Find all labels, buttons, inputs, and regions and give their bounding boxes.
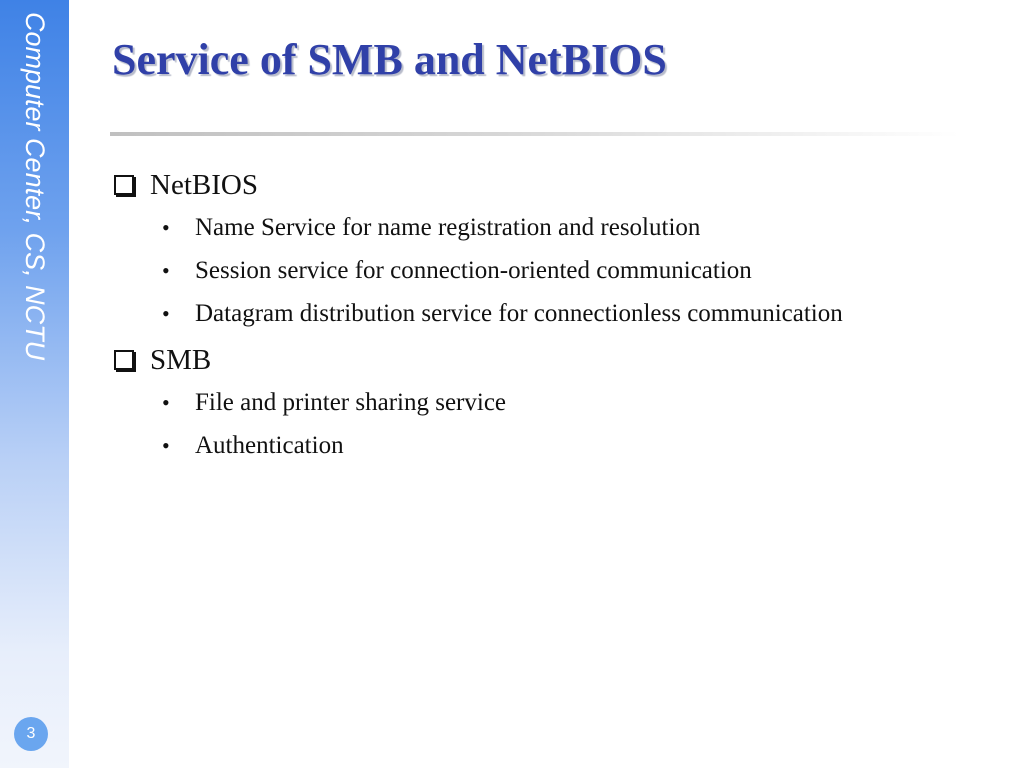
section-netbios: [112, 164, 992, 335]
list-item-text: File and printer sharing service: [195, 388, 507, 416]
slide-title: Service of SMB and NetBIOS: [112, 35, 667, 84]
list-item-text: Authentication: [195, 431, 344, 459]
bullet-list: [112, 206, 992, 335]
bullet-dot-icon: •: [162, 389, 170, 415]
bullet-dot-icon: •: [162, 432, 170, 458]
bullet-dot-icon: •: [162, 214, 170, 240]
section-smb: [112, 339, 992, 467]
bullet-dot-icon: •: [162, 257, 170, 283]
bullet-list: [112, 381, 992, 467]
list-item: [162, 381, 992, 424]
page-number-badge: 3: [14, 717, 48, 751]
list-item: [162, 206, 992, 249]
section-heading-row: [112, 339, 992, 381]
title-divider: [110, 132, 960, 136]
slide-content: [112, 164, 992, 467]
checkbox-outline-icon: [114, 350, 134, 370]
list-item: [162, 424, 992, 467]
section-heading: NetBIOS: [150, 168, 258, 201]
section-heading: SMB: [150, 343, 212, 376]
list-item-text: Datagram distribution service for connectionless communication: [195, 299, 843, 327]
list-item: [162, 249, 992, 292]
sidebar-organization-label: Computer Center, CS, NCTU: [20, 12, 50, 361]
bullet-dot-icon: •: [162, 300, 170, 326]
list-item-text: Name Service for name registration and resolution: [195, 213, 701, 241]
sidebar: [0, 0, 69, 768]
list-item-text: Session service for connection-oriented communication: [195, 256, 752, 284]
section-heading-row: [112, 164, 992, 206]
checkbox-outline-icon: [114, 175, 134, 195]
list-item: [162, 292, 992, 335]
